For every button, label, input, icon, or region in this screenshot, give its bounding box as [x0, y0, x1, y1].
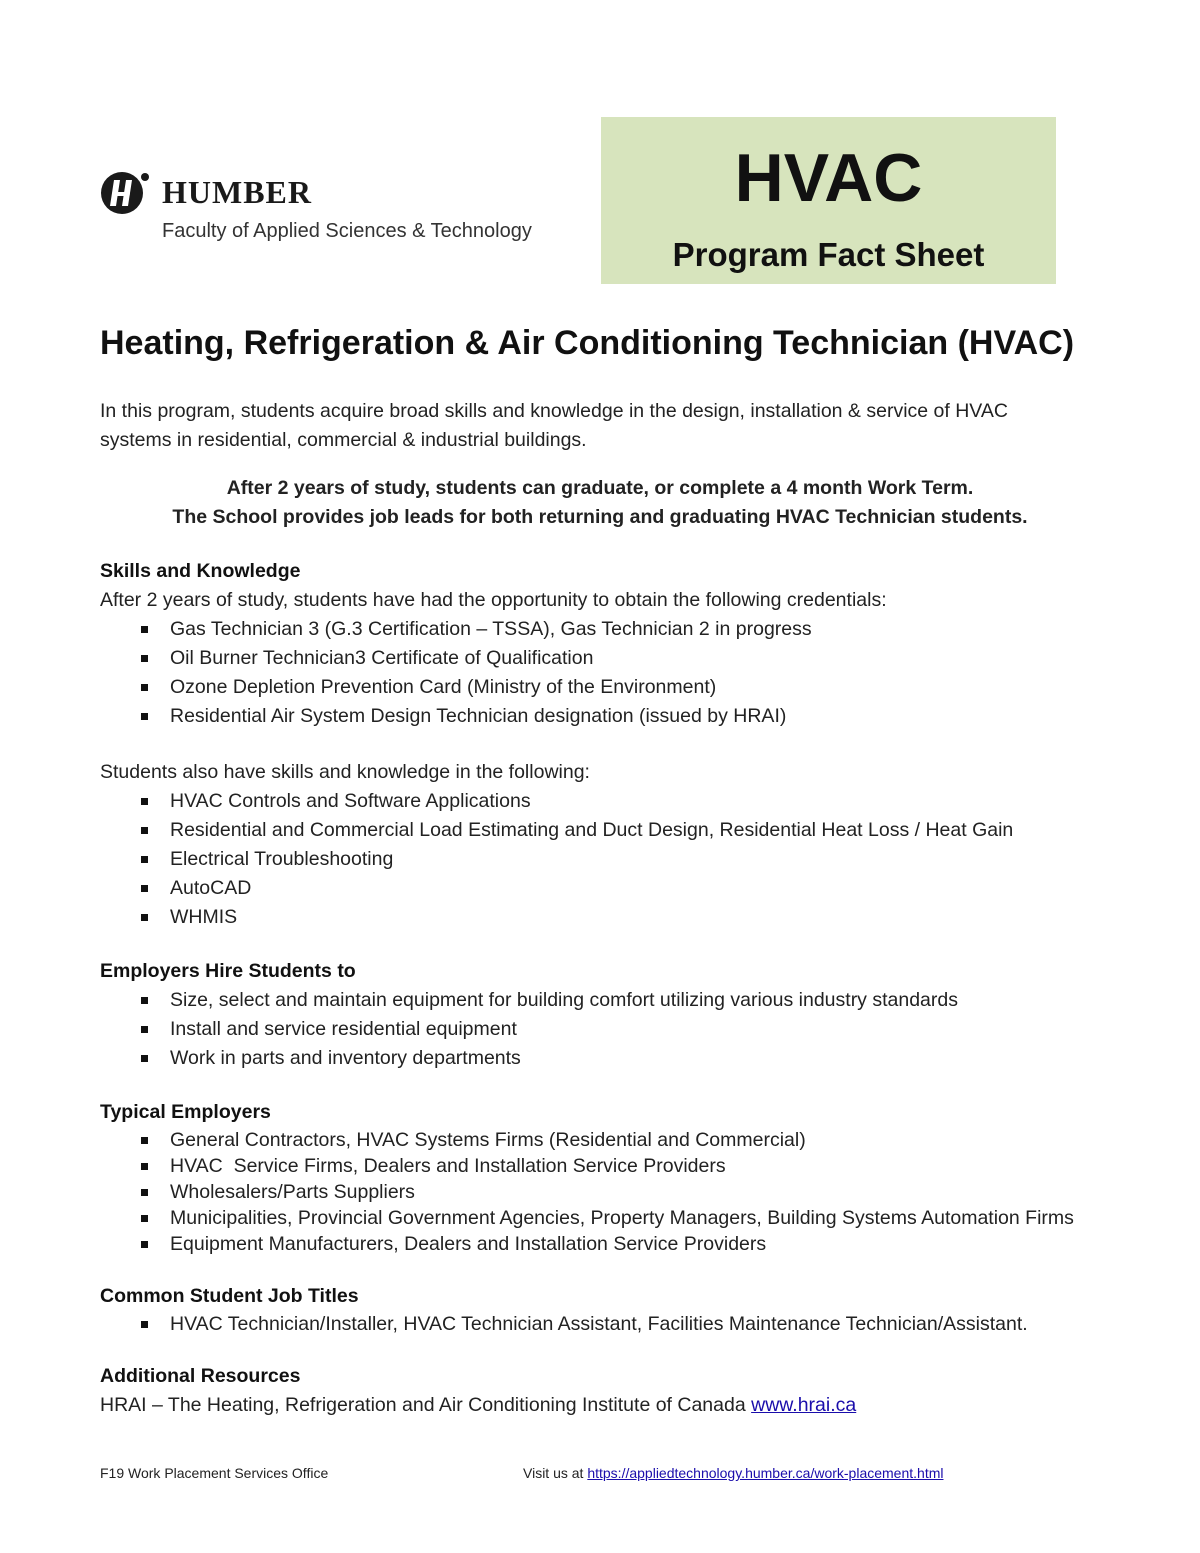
- credentials-list: [100, 615, 1100, 731]
- resources-text: HRAI – The Heating, Refrigeration and Air Conditioning Institute of Canada: [100, 1394, 752, 1416]
- list-item: Work in parts and inventory departments: [100, 1044, 1100, 1073]
- list-item: Gas Technician 3 (G.3 Certification – TSSA), Gas Technician 2 in progress: [100, 615, 1100, 644]
- resources-line: [100, 1391, 1100, 1420]
- list-item: General Contractors, HVAC Systems Firms (Residential and Commercial): [100, 1127, 1100, 1153]
- footer-office: F19 Work Placement Services Office: [100, 1465, 329, 1481]
- highlight-line: After 2 years of study, students can graduate, or complete a 4 month Work Term.: [226, 477, 974, 499]
- logo-name: HUMBER: [162, 174, 312, 210]
- list-item: HVAC Controls and Software Applications: [100, 787, 1100, 816]
- fact-sheet-title: HVAC: [734, 140, 923, 216]
- humber-logo-icon: [100, 168, 150, 218]
- list-item: Oil Burner Technician3 Certificate of Qualification: [100, 644, 1100, 673]
- list-item: Residential and Commercial Load Estimating and Duct Design, Residential Heat Loss / Heat Gain: [100, 816, 1100, 845]
- list-item: Install and service residential equipment: [100, 1015, 1100, 1044]
- job-titles-heading: Common Student Job Titles: [100, 1285, 359, 1307]
- list-item: Electrical Troubleshooting: [100, 845, 1100, 874]
- list-item: AutoCAD: [100, 874, 1100, 903]
- list-item: HVAC Service Firms, Dealers and Installation Service Providers: [100, 1153, 1100, 1179]
- list-item: WHMIS: [100, 903, 1100, 932]
- footer-visit-label: Visit us at: [523, 1465, 588, 1481]
- fact-sheet-box: [601, 117, 1056, 284]
- list-item: Size, select and maintain equipment for building comfort utilizing various industry standards: [100, 986, 1100, 1015]
- fact-sheet-subtitle: Program Fact Sheet: [672, 236, 985, 273]
- intro-paragraph: In this program, students acquire broad skills and knowledge in the design, installation & service of HVAC systems in residential, commercial & industrial buildings.: [100, 400, 1008, 451]
- page-title: Heating, Refrigeration & Air Conditioning Technician (HVAC): [100, 324, 1075, 362]
- list-item: Municipalities, Provincial Government Agencies, Property Managers, Building Systems Automation Firms: [100, 1205, 1100, 1231]
- list-item: Residential Air System Design Technician designation (issued by HRAI): [100, 702, 1100, 731]
- skills-heading: Skills and Knowledge: [100, 560, 301, 582]
- typical-employers-heading: Typical Employers: [100, 1101, 271, 1123]
- employers-hire-heading: Employers Hire Students to: [100, 960, 356, 982]
- list-item: Equipment Manufacturers, Dealers and Installation Service Providers: [100, 1231, 1100, 1257]
- hrai-link[interactable]: www.hrai.ca: [751, 1394, 857, 1416]
- resources-heading: Additional Resources: [100, 1365, 301, 1387]
- job-titles-list: [100, 1311, 1100, 1337]
- logo-subtitle: Faculty of Applied Sciences & Technology: [162, 220, 532, 242]
- also-intro: Students also have skills and knowledge in the following:: [100, 761, 590, 783]
- main-content: [100, 397, 1100, 1420]
- highlight-line: The School provides job leads for both returning and graduating HVAC Technician students.: [172, 506, 1028, 528]
- footer-website-link[interactable]: https://appliedtechnology.humber.ca/work-placement.html: [587, 1465, 944, 1481]
- list-item: Wholesalers/Parts Suppliers: [100, 1179, 1100, 1205]
- skills-list: [100, 787, 1100, 932]
- typical-employers-list: [100, 1127, 1100, 1257]
- employers-hire-list: [100, 986, 1100, 1073]
- list-item: Ozone Depletion Prevention Card (Ministry of the Environment): [100, 673, 1100, 702]
- footer-visit: [523, 1465, 943, 1481]
- credentials-intro: After 2 years of study, students have had the opportunity to obtain the following credentials:: [100, 589, 887, 611]
- list-item: HVAC Technician/Installer, HVAC Technician Assistant, Facilities Maintenance Technician/Assistant.: [100, 1311, 1100, 1337]
